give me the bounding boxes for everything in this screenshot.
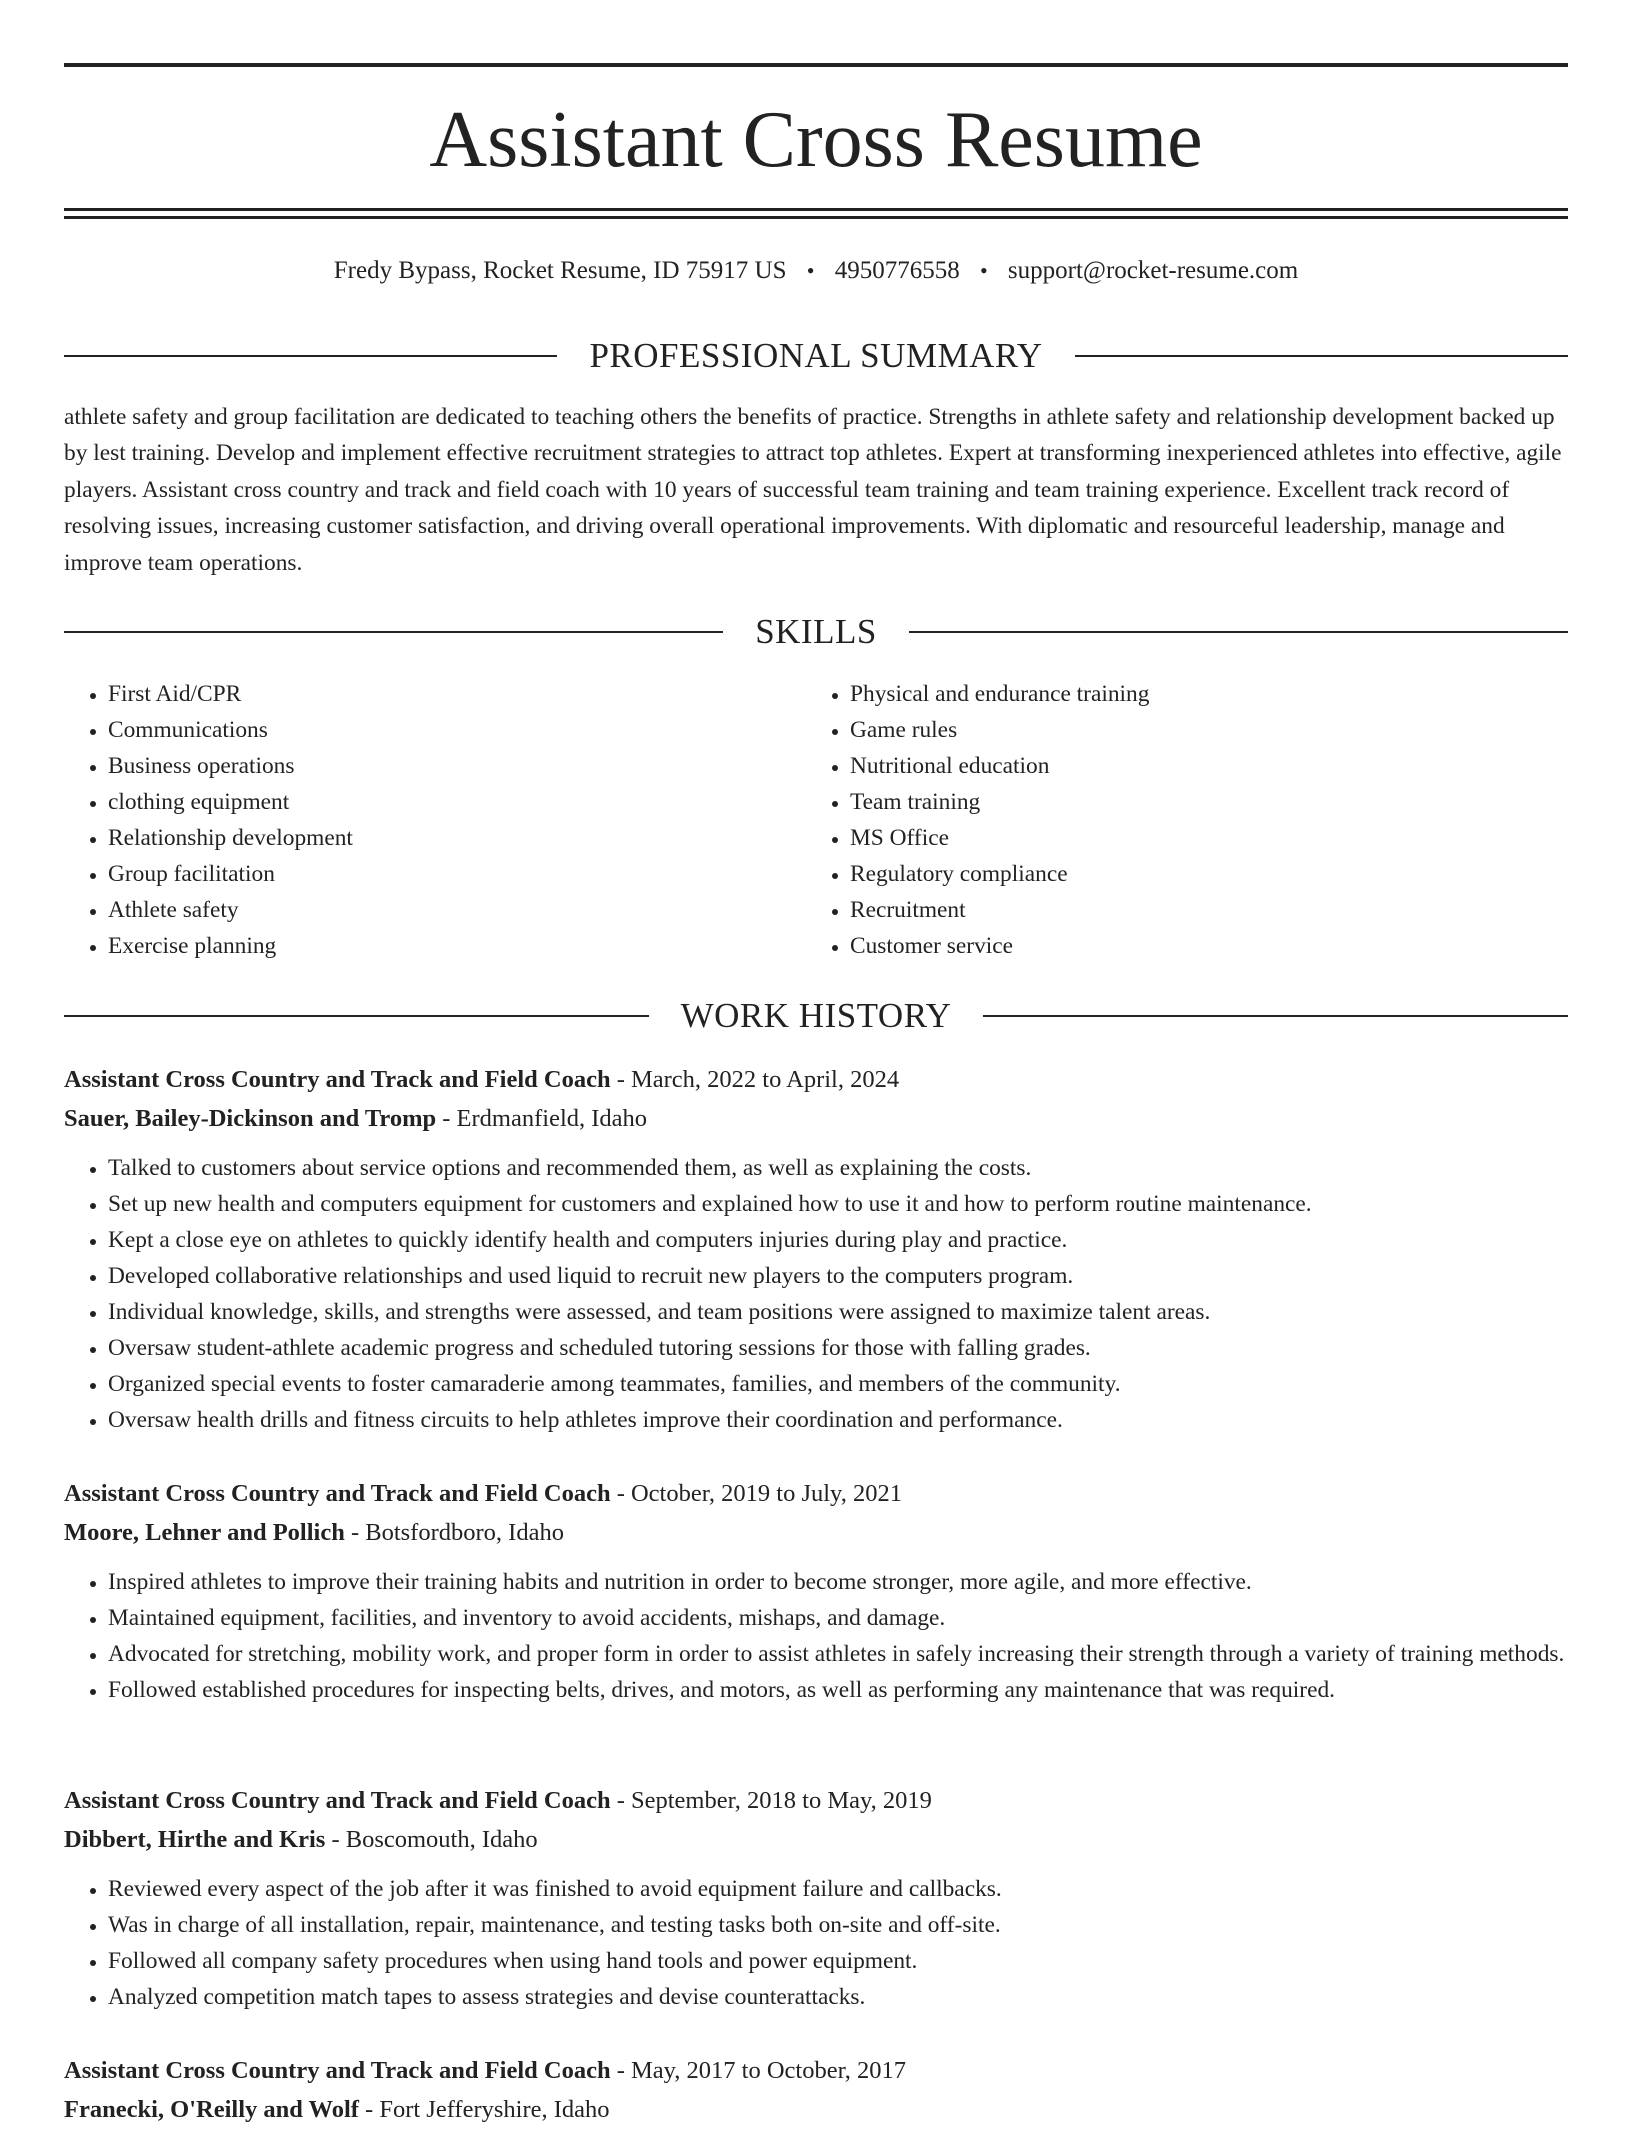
job-bullet: • Oversaw health drills and fitness circuits to help athletes improve their coordination and performance. xyxy=(108,1402,1568,1438)
skill-item: • Nutritional education xyxy=(850,748,1548,784)
job-entry xyxy=(64,1781,1568,2015)
job-location: - Botsfordboro, Idaho xyxy=(344,1519,564,1546)
section-rule xyxy=(909,631,1568,633)
job-company: Franecki, O'Reilly and Wolf xyxy=(64,2096,359,2123)
section-title-summary: PROFESSIONAL SUMMARY xyxy=(589,336,1043,375)
skills-list xyxy=(64,676,1568,964)
skill-item: • Exercise planning xyxy=(108,928,806,964)
contact-line xyxy=(64,253,1568,289)
job-company-row xyxy=(64,1099,1568,1138)
job-title: Assistant Cross Country and Track and Field Coach xyxy=(64,1066,611,1093)
job-title-row xyxy=(64,1060,1568,1099)
section-rule xyxy=(983,1015,1568,1017)
job-bullets xyxy=(64,1150,1568,1438)
skill-item: • MS Office xyxy=(850,820,1548,856)
job-title-row xyxy=(64,1474,1568,1513)
contact-phone: 4950776558 xyxy=(834,257,960,284)
professional-summary: athlete safety and group facilitation are dedicated to teaching others the benefits of practice. Strengths in athlete safety and relationship development backed up by lest training. Develop and implement effective recruitment strategies to attract top athletes. Expert at transforming inexperienced athletes into effective, agile players. Assistant cross country and track and field coach with 10 years of successful team training and team training experience. Excellent track record of resolving issues, increasing customer satisfaction, and driving overall operational improvements. With diplomatic and resourceful leadership, manage and improve team operations. xyxy=(64,404,1562,576)
resume-title: Assistant Cross Resume xyxy=(429,96,1203,184)
job-company: Dibbert, Hirthe and Kris xyxy=(64,1826,326,1853)
title-rule-upper xyxy=(64,208,1568,211)
job-bullet: • Kept a close eye on athletes to quickly identify health and computers injuries during play and practice. xyxy=(108,1222,1568,1258)
section-header-work xyxy=(64,994,1568,1038)
job-bullet: • Followed all company safety procedures when using hand tools and power equipment. xyxy=(108,1943,1568,1979)
job-title-row xyxy=(64,1781,1568,1820)
job-bullet: • Individual knowledge, skills, and strengths were assessed, and team positions were assigned to maximize talent areas. xyxy=(108,1294,1568,1330)
job-bullet: • Set up new health and computers equipment for customers and explained how to use it and how to perform routine maintenance. xyxy=(108,1186,1568,1222)
skill-item: • clothing equipment xyxy=(108,784,806,820)
job-bullet: • Advocated for stretching, mobility work, and proper form in order to assist athletes in safely increasing their strength through a variety of training methods. xyxy=(108,1636,1568,1672)
skill-item: • Athlete safety xyxy=(108,892,806,928)
job-title: Assistant Cross Country and Track and Field Coach xyxy=(64,1480,611,1507)
job-company: Moore, Lehner and Pollich xyxy=(64,1519,345,1546)
section-title-skills: SKILLS xyxy=(755,612,877,651)
job-company-row xyxy=(64,2090,1568,2129)
section-header-summary xyxy=(64,334,1568,378)
contact-separator: • xyxy=(979,258,988,283)
job-bullets xyxy=(64,1871,1568,2015)
job-dates: - March, 2022 to April, 2024 xyxy=(610,1066,900,1093)
title-rule-lower xyxy=(64,216,1568,219)
job-company-row xyxy=(64,1513,1568,1552)
skill-item: • Physical and endurance training xyxy=(850,676,1548,712)
job-bullet: • Was in charge of all installation, repair, maintenance, and testing tasks both on-site and off-site. xyxy=(108,1907,1568,1943)
job-location: - Fort Jefferyshire, Idaho xyxy=(358,2096,610,2123)
job-dates: - September, 2018 to May, 2019 xyxy=(610,1787,932,1814)
job-bullet: • Oversaw student-athlete academic progress and scheduled tutoring sessions for those with falling grades. xyxy=(108,1330,1568,1366)
job-entry xyxy=(64,1060,1568,1438)
top-rule xyxy=(64,63,1568,67)
skill-item: • Business operations xyxy=(108,748,806,784)
section-rule xyxy=(64,1015,649,1017)
job-bullet: • Analyzed competition match tapes to assess strategies and devise counterattacks. xyxy=(108,1979,1568,2015)
job-company-row xyxy=(64,1820,1568,1859)
contact-address: Fredy Bypass, Rocket Resume, ID 75917 US xyxy=(333,257,787,284)
skill-item: • Regulatory compliance xyxy=(850,856,1548,892)
job-bullet: • Developed collaborative relationships and used liquid to recruit new players to the computers program. xyxy=(108,1258,1568,1294)
job-bullet: • Maintained equipment, facilities, and inventory to avoid accidents, mishaps, and damage. xyxy=(108,1600,1568,1636)
job-bullet: • Inspired athletes to improve their training habits and nutrition in order to become stronger, more agile, and more effective. xyxy=(108,1564,1568,1600)
section-rule xyxy=(64,355,557,357)
job-title: Assistant Cross Country and Track and Field Coach xyxy=(64,2057,611,2084)
section-rule xyxy=(1075,355,1568,357)
section-rule xyxy=(64,631,723,633)
skill-item: • First Aid/CPR xyxy=(108,676,806,712)
job-dates: - October, 2019 to July, 2021 xyxy=(610,1480,902,1507)
skills-column-left xyxy=(64,676,806,964)
skill-item: • Relationship development xyxy=(108,820,806,856)
skill-item: • Team training xyxy=(850,784,1548,820)
job-bullet: • Reviewed every aspect of the job after it was finished to avoid equipment failure and callbacks. xyxy=(108,1871,1568,1907)
job-bullet: • Followed established procedures for inspecting belts, drives, and motors, as well as performing any maintenance that was required. xyxy=(108,1672,1568,1708)
job-title: Assistant Cross Country and Track and Field Coach xyxy=(64,1787,611,1814)
section-header-skills xyxy=(64,610,1568,654)
job-bullets xyxy=(64,1564,1568,1708)
skills-column-right xyxy=(806,676,1548,964)
job-entry xyxy=(64,2051,1568,2129)
job-dates: - May, 2017 to October, 2017 xyxy=(610,2057,907,2084)
section-title-work: WORK HISTORY xyxy=(680,996,952,1035)
skill-item: • Communications xyxy=(108,712,806,748)
job-bullet: • Organized special events to foster camaraderie among teammates, families, and members of the community. xyxy=(108,1366,1568,1402)
skill-item: • Group facilitation xyxy=(108,856,806,892)
contact-email[interactable]: support@rocket-resume.com xyxy=(1007,257,1299,284)
contact-separator: • xyxy=(806,258,815,283)
job-location: - Boscomouth, Idaho xyxy=(325,1826,538,1853)
skill-item: • Game rules xyxy=(850,712,1548,748)
job-entry xyxy=(64,1474,1568,1708)
skill-item: • Recruitment xyxy=(850,892,1548,928)
job-bullet: • Talked to customers about service options and recommended them, as well as explaining the costs. xyxy=(108,1150,1568,1186)
job-title-row xyxy=(64,2051,1568,2090)
job-location: - Erdmanfield, Idaho xyxy=(436,1105,648,1132)
job-company: Sauer, Bailey-Dickinson and Tromp xyxy=(64,1105,437,1132)
skill-item: • Customer service xyxy=(850,928,1548,964)
